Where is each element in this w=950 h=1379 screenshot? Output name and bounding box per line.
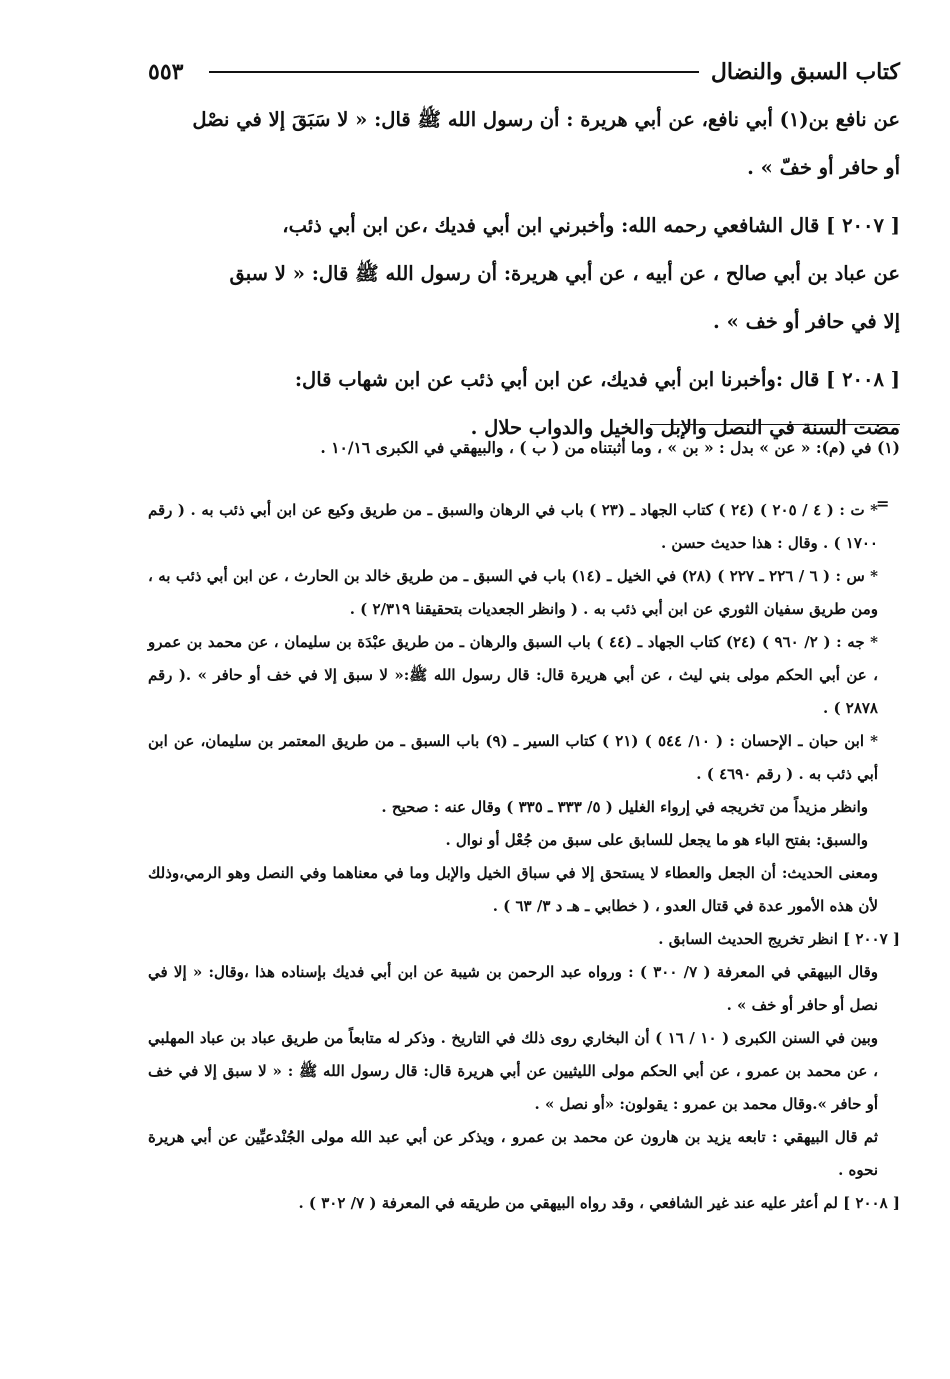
- main-line: عن نافع بن(١) أبي نافع، عن أبي هريرة : أن رسول الله ﷺ قال: « لا سَبَقَ إلا في نصْل: [192, 108, 900, 131]
- main-line: [ ٢٠٠٧ ] قال الشافعي رحمه الله: وأخبرني ابن أبي فديك ،عن ابن أبي ذئب،: [282, 214, 900, 237]
- running-header: [148, 52, 900, 92]
- paragraph-hadith-2007: [148, 202, 900, 346]
- note-sabq-definition: والسبق: بفتح الباء هو ما يجعل للسابق على سبق من جُعْل أو نوال .: [445, 831, 868, 849]
- paragraph-hadith-2006: [148, 96, 900, 192]
- main-line: عن عباد بن أبي صالح ، عن أبيه ، عن أبي هريرة: أن رسول الله ﷺ قال: « لا سبق: [229, 262, 900, 285]
- note-bayhaqi-tabaahu: ثم قال البيهقي : تابعه يزيد بن هارون عن محمد بن عمرو ، ويذكر عن أبي عبد الله مولى الجُنْدعيِّين عن أبي هريرة نحوه .: [148, 1128, 878, 1179]
- footnote-1: (١) في (م): « عن » بدل : « بن » ، وما أثبتناه من ( ب ) ، والبيهقي في الكبرى ١٠/١٦ .: [320, 438, 900, 457]
- note-sunan-kubra: وبين في السنن الكبرى ( ١٠ / ١٦ ) أن البخاري روى ذلك في التاريخ . وذكر له متابعاً من طريق عباد بن عباد المهلبي ، عن محمد بن عمرو ، عن أبي الحكم مولى الليثيين عن أبي هريرة قال: قال رسول الله ﷺ : « لا سبق إلا في خف أو حافر ».وقال محمد بن عمرو : يقولون: «أو نصل » .: [148, 1029, 878, 1113]
- page-number: ٥٥٣: [148, 59, 184, 85]
- takhrij-notes: [148, 494, 900, 1220]
- note-hadith-meaning: ومعنى الحديث: أن الجعل والعطاء لا يستحق إلا في سباق الخيل والإبل وما في معناهما وفي النصل وهو الرمي،وذلك لأن هذه الأمور عدة في قتال العدو ، ( خطابي ـ هـ د ٣/ ٦٣ ) .: [148, 864, 878, 915]
- main-line: إلا في حافر أو خف » .: [713, 310, 900, 333]
- note-tirmidhi: * ت : ( ٤ / ٢٠٥ ) (٢٤ ) كتاب الجهاد ـ (٢٣ ) باب في الرهان والسبق ـ من طريق وكيع عن ابن أبي ذئب به . ( رقم ١٧٠٠ ) . وقال : هذا حديث حسن .: [148, 501, 878, 552]
- note-2007: [ ٢٠٠٧ ] انظر تخريج الحديث السابق .: [658, 930, 900, 948]
- main-line: أو حافر أو خفّ » .: [747, 156, 900, 179]
- main-line: [ ٢٠٠٨ ] قال :وأخبرنا ابن أبي فديك، عن ابن أبي ذئب عن ابن شهاب قال:: [294, 368, 900, 391]
- header-rule: [209, 71, 698, 73]
- note-ibn-hibban: * ابن حبان ـ الإحسان : ( ١٠/ ٥٤٤ ) (٢١ ) كتاب السير ـ (٩) باب السبق ـ من طريق المعتمر بن سليمان، عن ابن أبي ذئب به . ( رقم ٤٦٩٠ ) .: [148, 732, 879, 783]
- continuation-mark: =: [876, 494, 890, 513]
- note-nasai: * س : ( ٦ / ٢٢٦ ـ ٢٢٧ ) (٢٨) في الخيل ـ (١٤) باب في السبق ـ من طريق خالد بن الحارث ، عن ابن أبي ذئب به ، ومن طريق سفيان الثوري عن ابن أبي ذئب به . ( وانظر الجعديات بتحقيقنا ٢/٣١٩ ) .: [148, 567, 878, 618]
- book-title: كتاب السبق والنضال: [710, 59, 900, 85]
- note-irwa: وانظر مزيداً من تخريجه في إرواء الغليل ( ٥/ ٣٣٣ ـ ٣٣٥ ) وقال عنه : صحيح .: [381, 798, 868, 816]
- main-text: [148, 96, 900, 452]
- note-ibn-majah: * جه : ( ٢/ ٩٦٠ ) (٢٤) كتاب الجهاد ـ (٤٤ ) باب السبق والرهان ـ من طريق عبْدَة بن سليمان ، عن محمد بن عمرو ، عن أبي الحكم مولى بني ليث ، عن أبي هريرة قال: قال رسول الله ﷺ:« لا سبق إلا في خف أو حافر » .( رقم ٢٨٧٨ ) .: [148, 633, 879, 717]
- note-bayhaqi-marifa: وقال البيهقي في المعرفة ( ٧/ ٣٠٠ ) : ورواه عبد الرحمن بن شيبة عن ابن أبي فديك بإسناده هذا ،وقال: « إلا في نصل أو حافر أو خف » .: [148, 963, 879, 1014]
- main-line: مضت السنة في النصل والإبل والخيل والدواب حلال .: [470, 416, 900, 439]
- footnote-rule: [650, 424, 900, 425]
- note-2008: [ ٢٠٠٨ ] لم أعثر عليه عند غير الشافعي ، وقد رواه البيهقي من طريقه في المعرفة ( ٧/ ٣٠٢ ) .: [298, 1194, 900, 1212]
